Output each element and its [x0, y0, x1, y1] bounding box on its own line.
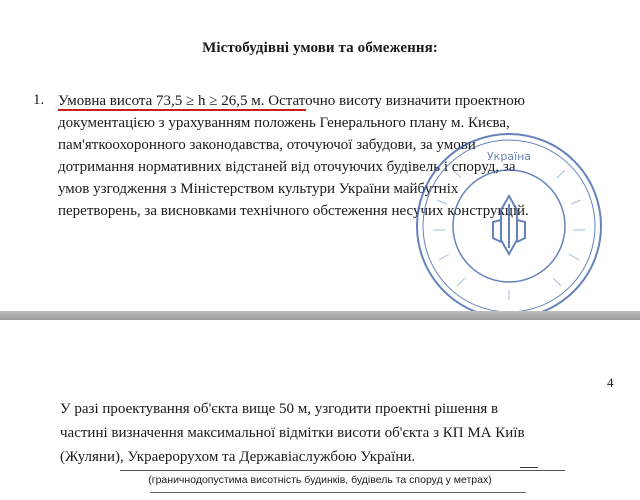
paragraph-line: У разі проектування об'єкта вище 50 м, узгодити проектні рішення в: [60, 401, 499, 417]
short-mark-rule: [520, 467, 538, 468]
page-number: 4: [607, 375, 614, 390]
paragraph-line: частині визначення максимальної відмітки висоти об'єкта з КП МА Київ: [60, 425, 525, 441]
item-number: 1.: [33, 92, 45, 108]
top-cut-text: [0, 0, 640, 6]
paragraph-line: (Жуляни), Украерорухом та Державіаслужбою України.: [60, 449, 416, 465]
trident-icon: [493, 196, 525, 254]
stamp-top-text: Україна: [486, 150, 532, 163]
paragraph-line: умов узгодження з Міністерством культури України майбутніх: [58, 181, 459, 197]
caption-bottom-rule: [150, 492, 526, 493]
scan-divider-band: [0, 311, 640, 320]
paragraph-line: пам'яткоохоронного законодавства, оточуючої забудови, за умови: [58, 137, 476, 153]
second-paragraph: [60, 397, 612, 469]
caption-top-rule: [120, 470, 565, 471]
official-stamp: [413, 130, 605, 322]
section-heading: Містобудівні умови та обмеження:: [202, 40, 438, 56]
paragraph-line: Умовна висота 73,5 ≥ h ≥ 26,5 м. Остаточно висоту визначити проектною: [58, 93, 525, 109]
paragraph-line: документацією з урахуванням положень Генерального плану м. Києва,: [58, 115, 510, 131]
red-underline: [58, 109, 306, 111]
footnote-caption: (граничнодопустима висотність будинків, будівель та споруд у метрах): [148, 474, 492, 486]
paragraph-line: дотримання нормативних відстаней від оточуючих будівель і споруд, за: [58, 159, 516, 175]
paragraph-line: перетворень, за висновками технічного обстеження несучих конструкцій.: [58, 203, 529, 219]
